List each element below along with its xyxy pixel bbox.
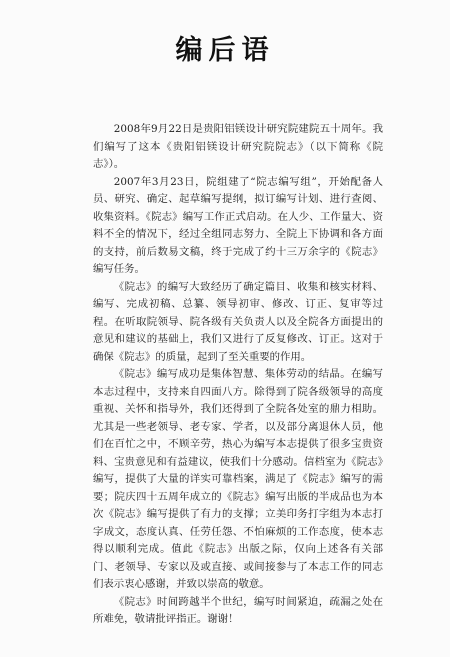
document-body [93, 121, 383, 629]
page-title: 编后语 [175, 35, 275, 66]
paragraph-4: 《院志》编写成功是集体智慧、集体劳动的结晶。在编写本志过程中，支持来自四面八方。除得到了院各级领导的高度重视、关怀和指导外，我们还得到了全院各处室的鼎力相助。尤其是一些老领导、老专家、学者，以及部分离退休人员，他们在百忙之中，不顾辛劳，热心为编写本志提供了很多宝贵资料、宝贵意见和有益建议，使我们十分感动。信档室为《院志》编写，提供了大量的详实可靠档案，满足了《院志》编写的需要；院庆四十五周年成立的《院志》编写出版的半成品也为本次《院志》编写提供了有力的支撑；立美印务打字组为本志打字成文，态度认真、任劳任怨、不怕麻烦的工作态度，使本志得以顺利完成。值此《院志》出版之际，仅向上述各有关部门、老领导、专家以及或直接、或间接参与了本志工作的同志们表示衷心感谢，并致以崇高的敬意。 [93, 368, 383, 590]
paragraph-3: 《院志》的编写大致经历了确定篇目、收集和核实材料、编写、完成初稿、总纂、领导初审、修改、订正、复审等过程。在听取院领导、院各级有关负责人以及全院各方面提出的意见和建议的基础上，我们又进行了反复修改、订正。这对于确保《院志》的质量，起到了至关重要的作用。 [93, 280, 383, 363]
paragraph-1: 2008年9月22日是贵阳铝镁设计研究院建院五十周年。我们编写了这本《贵阳铝镁设计研究院院志》（以下简称《院志》）。 [93, 123, 383, 170]
paragraph-5: 《院志》时间跨越半个世纪，编写时间紧迫，疏漏之处在所难免，敬请批评指正。谢谢！ [93, 595, 383, 625]
paragraph-2: 2007年3月23日，院组建了“院志编写组”，开始配备人员、研究、确定、起草编写提纲，拟订编写计划、进行查阅、收集资料。《院志》编写工作正式启动。在人少、工作量大、资料不全的情况下，经过全组同志努力、全院上下协调和各方面的支持，前后数易文稿，终于完成了约十三万余字的《院志》编写任务。 [93, 175, 383, 275]
